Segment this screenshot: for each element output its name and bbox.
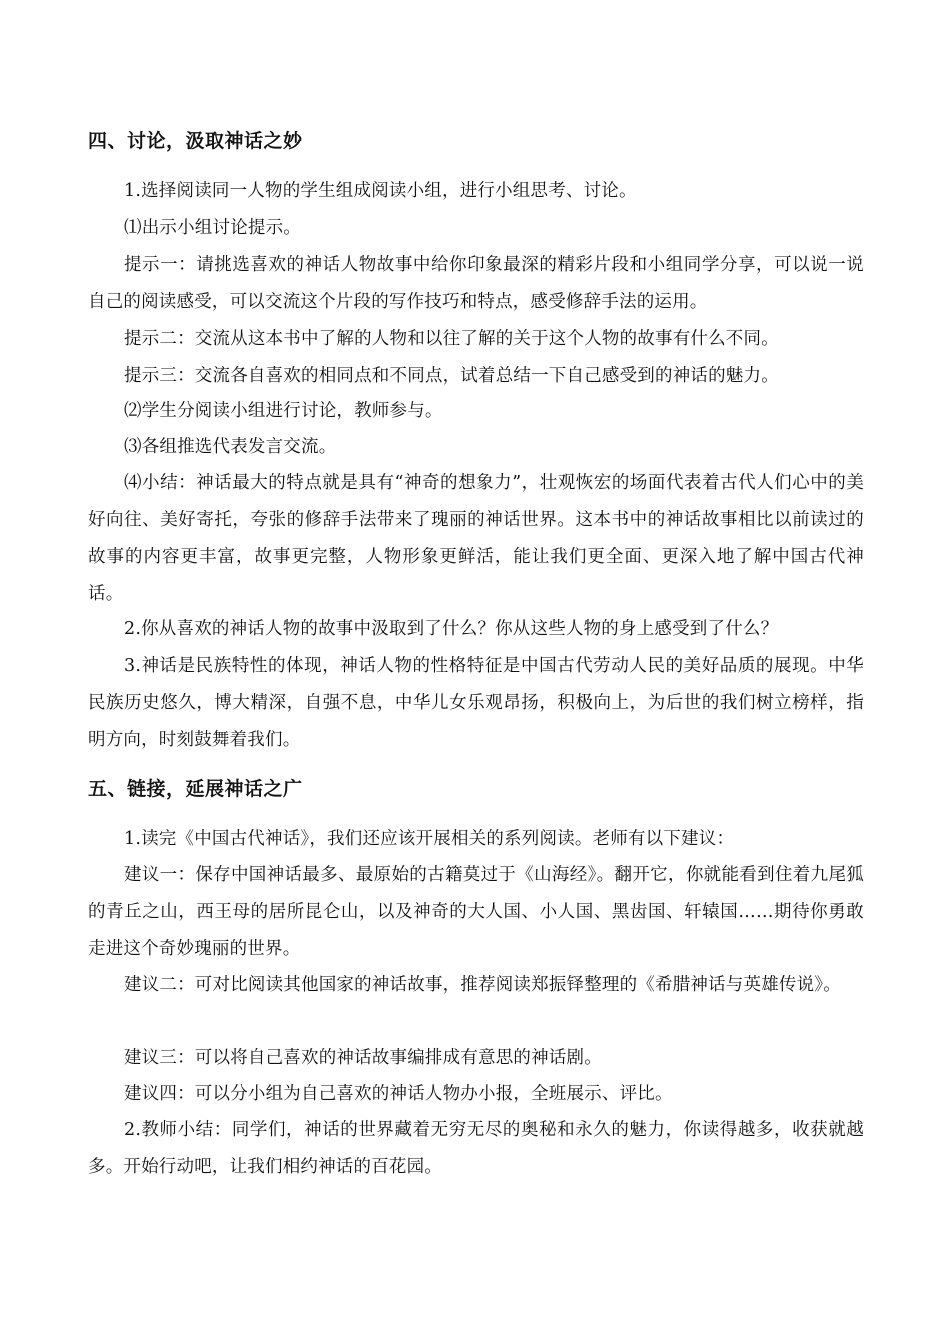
section-5-paragraph-3: 建议二：可对比阅读其他国家的神话故事，推荐阅读郑振铎整理的《希腊神话与英雄传说》。 xyxy=(124,975,841,995)
section-4-paragraph-8: ⑷小结：神话最大的特点就是具有“神奇的想象力”，壮观恢宏的场面代表着古代人们心中的美好向往、美好寄托，夸张的修辞手法带来了瑰丽的神话世界。这本书中的神话故事相比以前读过的故事的内容更丰富，故事更完整，人物形象更鲜活，能让我们更全面、更深入地了解中国古代神话。 xyxy=(88,473,864,604)
section-4-paragraph-1: 1.选择阅读同一人物的学生组成阅读小组，进行小组思考、讨论。 xyxy=(124,181,637,201)
section-4-paragraph-9: 2.你从喜欢的神话人物的故事中汲取到了什么？你从这些人物的身上感受到了什么？ xyxy=(124,619,779,639)
section-5-heading: 五、链接，延展神话之广 xyxy=(88,778,303,800)
section-5-paragraph-2: 建议一：保存中国神话最多、最原始的古籍莫过于《山海经》。翻开它，你就能看到住着九尾狐的青丘之山，西王母的居所昆仑山，以及神奇的大人国、小人国、黑齿国、轩辕国……期待你勇敢走进这个奇妙瑰丽的世界。 xyxy=(88,865,864,959)
section-4-paragraph-7: ⑶各组推选代表发言交流。 xyxy=(124,437,337,457)
section-4-paragraph-4: 提示二：交流从这本书中了解的人物和以往了解的关于这个人物的故事有什么不同。 xyxy=(124,329,779,349)
section-4-paragraph-2: ⑴出示小组讨论提示。 xyxy=(124,218,301,238)
section-5-paragraph-1: 1.读完《中国古代神话》，我们还应该开展相关的系列阅读。老师有以下建议： xyxy=(124,829,735,849)
section-4-paragraph-5: 提示三：交流各自喜欢的相同点和不同点，试着总结一下自己感受到的神话的魅力。 xyxy=(124,366,779,386)
section-4-paragraph-6: ⑵学生分阅读小组进行讨论，教师参与。 xyxy=(124,401,443,421)
section-4-paragraph-10: 3.神话是民族特性的体现，神话人物的性格特征是中国古代劳动人民的美好品质的展现。中华民族历史悠久，博大精深，自强不息，中华儿女乐观昂扬，积极向上，为后世的我们树立榜样，指明方向，时刻鼓舞着我们。 xyxy=(88,656,864,750)
section-4-heading: 四、讨论，汲取神话之妙 xyxy=(88,130,303,152)
section-4-paragraph-3: 提示一：请挑选喜欢的神话人物故事中给你印象最深的精彩片段和小组同学分享，可以说一说自己的阅读感受，可以交流这个片段的写作技巧和特点，感受修辞手法的运用。 xyxy=(88,255,864,312)
section-5-paragraph-5: 建议四：可以分小组为自己喜欢的神话人物办小报，全班展示、评比。 xyxy=(124,1084,673,1104)
section-5-paragraph-6: 2.教师小结：同学们，神话的世界藏着无穷无尽的奥秘和永久的魅力，你读得越多，收获就越多。开始行动吧，让我们相约神话的百花园。 xyxy=(88,1120,864,1177)
section-5-paragraph-4: 建议三：可以将自己喜欢的神话故事编排成有意思的神话剧。 xyxy=(124,1048,602,1068)
